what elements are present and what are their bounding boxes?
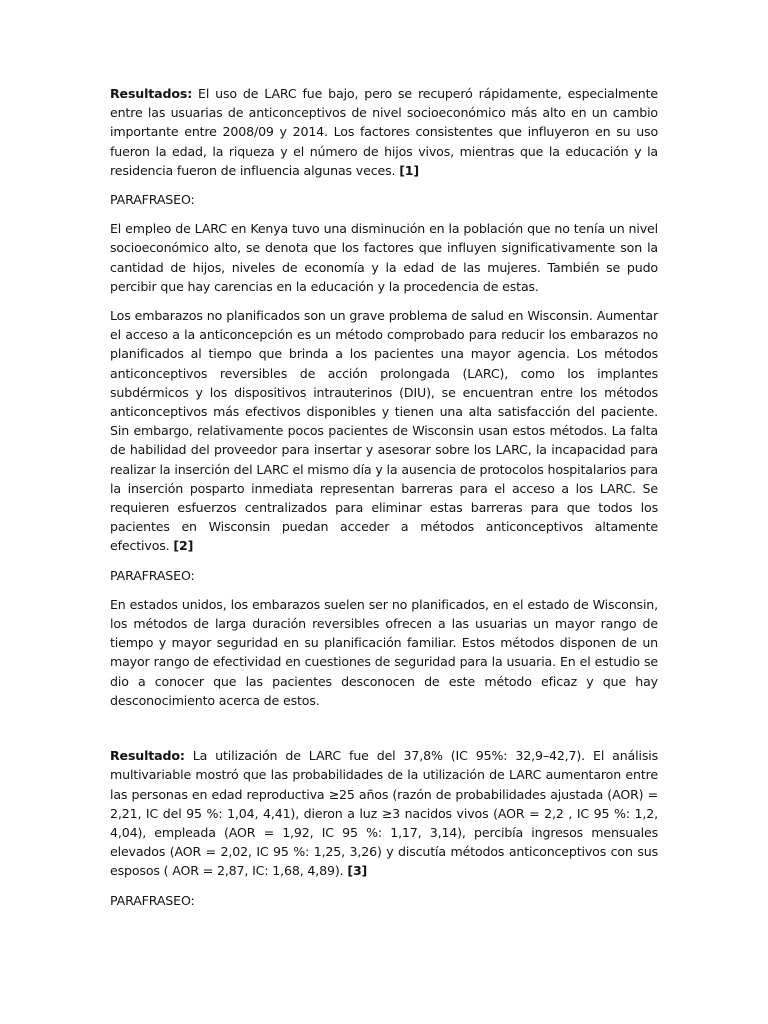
wisconsin-paragraph <box>110 306 658 556</box>
paraphrase-paragraph-1: El empleo de LARC en Kenya tuvo una disminución en la población que no tenía un nivel socioeconómico alto, se denota que los factores que influyen significativamente son la cantidad de hijos, niveles de economía y la edad de las mujeres. También se pudo percibir que hay carencias en la educación y la procedencia de estas. <box>110 221 658 294</box>
paraphrase-heading-2: PARAFRASEO: <box>110 567 195 583</box>
results-paragraph-3 <box>110 746 658 880</box>
citation-2: [2] <box>173 538 194 554</box>
results-label-colon: : <box>187 86 193 101</box>
result-text: La utilización de LARC fue del 37,8% (IC 95%: 32,9–42,7). El análisis multivariable mostró que las probabilidades de la utilización de LARC aumentaron entre las personas en edad reproductiva ≥25 años (razón de probabilidades ajustada (AOR) = 2,21, IC del 95 %: 1,04, 4,41), dieron a luz ≥3 nacidos vivos (AOR = 2,2 , IC 95 %: 1,2, 4,04), empleada (AOR = 1,92, IC 95 %: 1,17, 3,14), percibía ingresos mensuales elevados (AOR = 2,02, IC 95 %: 1,25, 3,26) y discutía métodos anticonceptivos con sus esposos ( AOR = 2,87, IC: 1,68, 4,89). <box>110 748 658 879</box>
citation-1: [1] <box>399 162 420 178</box>
results-paragraph-1 <box>110 84 658 180</box>
paraphrase-heading-3: PARAFRASEO: <box>110 892 195 908</box>
citation-3: [3] <box>347 863 368 879</box>
document-page <box>110 84 658 910</box>
paraphrase-heading-1: PARAFRASEO: <box>110 192 195 208</box>
result-label: Resultado: <box>110 748 185 764</box>
wisconsin-text: Los embarazos no planificados son un grave problema de salud en Wisconsin. Aumentar el acceso a la anticoncepción es un método comprobado para reducir los embarazos no planificados al tiempo que brinda a los pacientes una mayor agencia. Los métodos anticonceptivos reversibles de acción prolongada (LARC), como los implantes subdérmicos y los dispositivos intrauterinos (DIU), se encuentran entre los métodos anticonceptivos más efectivos disponibles y tienen una alta satisfacción del paciente. Sin embargo, relativamente pocos pacientes de Wisconsin usan estos métodos. La falta de habilidad del proveedor para insertar y asesorar sobre los LARC, la incapacidad para realizar la inserción del LARC el mismo día y la ausencia de protocolos hospitalarios para la inserción posparto inmediata representan barreras para el acceso a los LARC. Se requieren esfuerzos centralizados para eliminar estas barreras para que todos los pacientes en Wisconsin puedan acceder a métodos anticonceptivos altamente efectivos. <box>110 308 658 554</box>
paraphrase-paragraph-2: En estados unidos, los embarazos suelen ser no planificados, en el estado de Wisconsin, los métodos de larga duración reversibles ofrecen a las usuarias un mayor rango de tiempo y mayor seguridad en su planificación familiar. Estos métodos disponen de un mayor rango de efectividad en cuestiones de seguridad para la usuaria. En el estudio se dio a conocer que las pacientes desconocen de este método eficaz y que hay desconocimiento acerca de estos. <box>110 596 658 708</box>
results-label: Resultados <box>110 86 188 101</box>
results-text: El uso de LARC fue bajo, pero se recuperó rápidamente, especialmente entre las usuarias de anticonceptivos de nivel socioeconómico más alto en un cambio importante entre 2008/09 y 2014. Los factores consistentes que influyeron en su uso fueron la edad, la riqueza y el número de hijos vivos, mientras que la educación y la residencia fueron de influencia algunas veces. <box>110 86 658 178</box>
